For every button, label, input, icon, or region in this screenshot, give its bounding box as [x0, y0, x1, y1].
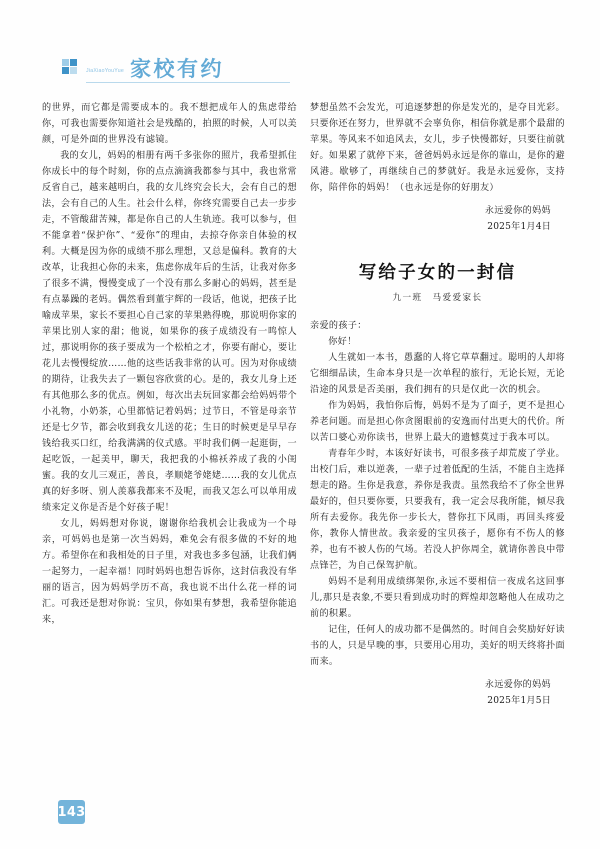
signature-name: 永远爱你的妈妈	[484, 680, 551, 690]
page-number-badge: 143	[58, 800, 85, 824]
left-text-column	[42, 100, 297, 628]
paragraph: 记住，任何人的成功都不是偶然的。时间自会奖励好好读书的人，只是早晚的事，只要用心用功，美好的明天终将扑面而来。	[310, 625, 565, 667]
paragraph: 我的女儿，妈妈的相册有两千多张你的照片，我希望抓住你成长中的每个时刻，你的点点滴滴我都参与其中，我也常常反省自己，越来越明白，我的女儿终究会长大，会有自己的想法，会有自己的人生。社会什么样，你终究需要自己去一步步走，不管酸甜苦辣，都是你自己的人生轨迹。我可以参与，但不能拿着“保护你”、“爱你”的理由，去掠夺你亲自体验的权利。大概是因为你的成绩不那么理想，又总是偏科。教育的大改革，让我担心你的未来，焦虑你成年后的生活，让我对你多了很多不满，慢慢变成了一个没有那么多耐心的妈妈，甚至是有点暴躁的老妈。偶然看到董宇辉的一段话，他说，把孩子比喻成苹果，家长不要担心自己家的苹果熟得晚，那说明你家的苹果比别人家的甜；他说，如果你的孩子成绩没有一鸣惊人过，那说明你的孩子要成为一个松柏之才，你要有耐心，要让花儿去慢慢绽放……他的这些话我非常的认可。因为对你成绩的期待，让我失去了一颗包容欣赏的心。是的，我女儿身上还有其他那么多的优点。例如，每次出去玩回家都会给妈妈带个小礼物，小奶茶，心里都惦记着妈妈；过节日，不管是母亲节还是七夕节，都会收到我女儿送的花；生日的时候更是早早存钱给我买口红，给我满满的仪式感。平时我们俩一起逛街，一起吃饭，一起美甲，聊天，我把我的小棉袄养成了我的小闺蜜。我的女儿三观正，善良，孝顺姥爷姥姥……我的女儿优点真的好多呀、别人羡慕我都来不及呢，而我又怎么可以单用成绩来定义你是否是个好孩子呢！	[42, 151, 297, 513]
paragraph: 女儿，妈妈想对你说，谢谢你给我机会让我成为一个母亲，可妈妈也是第一次当妈妈，难免会有很多做的不好的地方。希望你在和我相处的日子里，对我也多多包涵，让我们俩一起努力，一起幸福！同时妈妈也想告诉你，这封信我没有华丽的语言，因为妈妈学历不高，我也说不出什么花一样的词汇。可我还是想对你说：宝贝，你如果有梦想，我希望你能追来，	[42, 519, 297, 625]
paragraph: 妈妈不是利用成绩绑架你,永远不要相信一夜成名这回事儿,那只是表象,不要只看到成功时的辉煌却忽略他人在成功之前的积累。	[310, 577, 565, 619]
signature-date: 2025年1月4日	[487, 222, 551, 232]
paragraph: 人生就如一本书，愚蠢的人将它草草翻过。聪明的人却将它细细品读，生命本身只是一次单程的旅行，无论长短，无论沿途的风景是否美丽，我们拥有的只是仅此一次的机会。	[310, 353, 565, 395]
signature-name: 永远爱你的妈妈	[484, 206, 551, 216]
paragraph: 作为妈妈，我怕你后悔，妈妈不是为了面子，更不是担心养老问题。而是担心你贪图眼前的安逸而付出更大的代价。所以苦口婆心劝你读书，世界上最大的遗憾莫过于我本可以。	[310, 401, 565, 443]
paragraph: 青春年少时，本该好好读书，可很多孩子却荒废了学业。出校门后，难以逆袭，一辈子过着低配的生活，不能自主选择想走的路。生你是我意，养你是我责。虽然我给不了你全世界最好的，但只要你要，只要我有，我一定会尽我所能，倾尽我所有去爱你。我先你一步长大，替你扛下风雨，再回头疼爱你，教你人情世故。我亲爱的宝贝孩子，愿你有不伤人的修养，也有不被人伤的气场。若没人护你周全，就请你善良中带点锋芒，为自己保驾护航。	[310, 449, 565, 571]
greeting: 你好！	[328, 337, 357, 347]
paragraph: 的世界，而它都是需要成本的。我不想把成年人的焦虑带给你，可我也需要你知道社会是残酷的，拍照的时候，人可以美颜，可是外面的世界没有滤镜。	[42, 103, 297, 145]
banner-title: 家校有约	[130, 57, 224, 81]
letter-signature-two	[310, 677, 565, 709]
letter-signature-one	[310, 203, 565, 235]
banner-pinyin: JiaXiaoYouYue	[86, 68, 124, 74]
paragraph: 梦想虽然不会发光，可追逐梦想的你是发光的，是夺目光彩。只要你还在努力，世界就不会辜负你，相信你就是那个最甜的苹果。等风来不如追风去，女儿，步子快慢都好，只要往前就好。如果累了就停下来，爸爸妈妈永远是你的靠山，是你的避风港。歇够了，再继续自己的梦就好。我是永远爱你，支持你，陪伴你的妈妈！（也永远是你的好朋友）	[310, 103, 565, 193]
salutation: 亲爱的孩子：	[310, 321, 367, 331]
banner-underline	[86, 82, 290, 83]
article-header	[310, 261, 565, 306]
signature-date: 2025年1月5日	[487, 696, 551, 706]
section-banner	[62, 52, 290, 86]
four-squares-icon	[62, 59, 80, 77]
right-text-column	[310, 100, 565, 709]
article-title: 写给子女的一封信	[358, 263, 517, 283]
article-byline: 九一班 马爱爱家长	[392, 293, 483, 303]
